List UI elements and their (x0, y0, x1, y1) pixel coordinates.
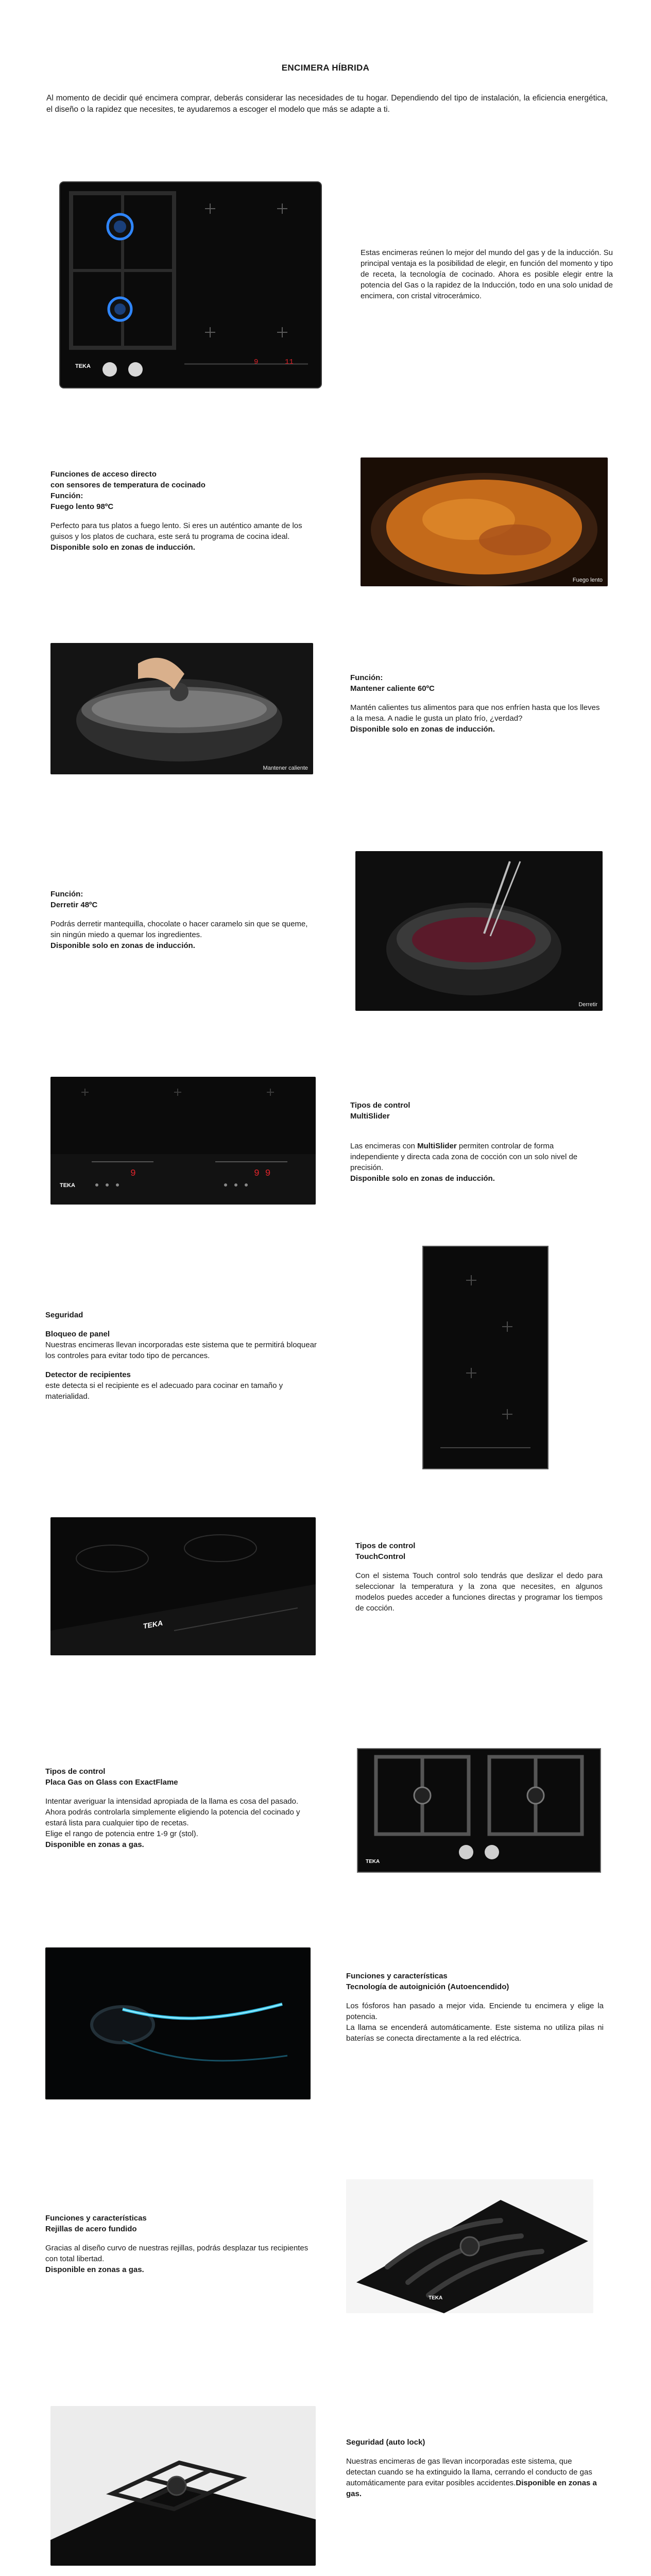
mantener-caption: Mantener caliente (263, 765, 308, 771)
mantener-heading: Función: Mantener caliente 60ºC (350, 673, 435, 693)
hybrid-display-left: 9 (254, 358, 259, 366)
touchcontrol-brand-label: TEKA (143, 1618, 163, 1631)
rejillas-image (346, 2179, 593, 2313)
intro-paragraph: Al momento de decidir qué encimera comprar, deberás considerar las necesidades de tu hogar. Dependiendo del tipo de instalación, la eficiencia energética, el diseño o la rapidez que necesites, te ayudaremos a escoger el modelo que más se adapte a ti. (46, 94, 608, 114)
multislider-brand-label: TEKA (60, 1182, 75, 1189)
exactflame-brand-label: TEKA (366, 1859, 380, 1865)
derretir-heading: Función: Derretir 48ºC (50, 890, 98, 909)
derretir-caption: Derretir (578, 1002, 597, 1008)
multislider-body-pre: Las encimeras con (350, 1142, 418, 1150)
mantener-text (350, 672, 603, 735)
fuego-lento-text (50, 469, 323, 553)
touchcontrol-heading: Tipos de control TouchControl (355, 1541, 416, 1561)
derretir-body: Podrás derretir mantequilla, chocolate o hacer caramelo sin que se queme, sin ningún miedo a quemar los ingredientes. (50, 920, 308, 939)
autolock-image (50, 2406, 316, 2566)
multislider-display-left: 9 (130, 1168, 136, 1179)
touchcontrol-image (50, 1517, 316, 1655)
hybrid-text (361, 247, 613, 301)
exactflame-text (45, 1766, 318, 1850)
autoignicion-text (346, 1971, 604, 2044)
multislider-body-strong: MultiSlider (417, 1142, 457, 1150)
seguridad-heading: Seguridad (45, 1311, 83, 1319)
autoignicion-image (45, 1947, 311, 2099)
hybrid-body: Estas encimeras reúnen lo mejor del mundo del gas y de la inducción. Su principal ventaja es la posibilidad de elegir, en función del momento y tipo de receta, la tecnología de cocinado. Ahora es posible elegir entre la potencia del Gas o la rapidez de la Inducción, todo en una solo unidad de encimera, con cristal vitrocerámico. (361, 248, 613, 300)
hybrid-brand-label: TEKA (75, 363, 91, 369)
bloqueo-body: Nuestras encimeras llevan incorporadas este sistema que te permitirá bloquear los controles para evitar todo tipo de percances. (45, 1341, 317, 1360)
rejillas-brand-label: TEKA (429, 2295, 443, 2301)
derretir-image (355, 851, 603, 1011)
multislider-display-right: 9 9 (254, 1168, 271, 1179)
multislider-heading: Tipos de control MultiSlider (350, 1101, 410, 1121)
autoignicion-heading: Funciones y características Tecnología de autoignición (Autoencendido) (346, 1972, 509, 1991)
rejillas-body: Gracias al diseño curvo de nuestras rejillas, podrás desplazar tus recipientes con total libertad. (45, 2244, 309, 2263)
derretir-text (50, 889, 318, 951)
multislider-availability: Disponible solo en zonas de inducción. (350, 1174, 495, 1183)
multislider-body-post: permiten controlar de forma independiente y directa cada zona de cocción con un solo nivel de precisión. (350, 1142, 578, 1172)
fuego-lento-image (361, 457, 608, 586)
multislider-body (350, 1130, 603, 1173)
multislider-text (350, 1100, 603, 1184)
exactflame-availability: Disponible en zonas a gas. (45, 1840, 144, 1849)
exactflame-body: Intentar averiguar la intensidad apropiada de la llama es cosa del pasado. Ahora podrás controlarla simplemente eligiendo la potencia del cocinado y estará lista para cualquier tipo de recetas. Elige el rango de potencia entre 1-9 gr (stol). (45, 1797, 300, 1838)
fuego-lento-caption: Fuego lento (572, 577, 603, 583)
autolock-text (346, 2437, 598, 2499)
exactflame-heading: Tipos de control Placa Gas on Glass con ExactFlame (45, 1767, 178, 1787)
autolock-body-text: Nuestras encimeras de gas llevan incorporadas este sistema, que detectan cuando se ha extinguido la llama, cerrando el conducto de gas automáticamente para evitar posibles accidentes. (346, 2457, 592, 2487)
exactflame-image (355, 1747, 603, 1874)
mantener-availability: Disponible solo en zonas de inducción. (350, 725, 495, 734)
detector-subheading: Detector de recipientes (45, 1370, 131, 1379)
multislider-image (50, 1077, 316, 1205)
rejillas-availability: Disponible en zonas a gas. (45, 2265, 144, 2274)
bloqueo-subheading: Bloqueo de panel (45, 1330, 110, 1338)
autoignicion-body: Los fósforos han pasado a mejor vida. Enciende tu encimera y elige la potencia. La llama se encenderá automáticamente. Este sistema no utiliza pilas ni baterías se conecta directamente a la red eléctrica. (346, 2002, 604, 2043)
fuego-lento-heading: Funciones de acceso directo con sensores de temperatura de cocinado Función: Fuego lento 98ºC (50, 470, 205, 511)
touchcontrol-body: Con el sistema Touch control solo tendrás que deslizar el dedo para seleccionar la temperatura y la zona que necesites, en algunos modelos puedes acceder a funciones directas y programar los tiempos de cocción. (355, 1571, 603, 1613)
mantener-body: Mantén calientes tus alimentos para que nos enfríen hasta que los lleves a la mesa. A nadie le gusta un plato frío, ¿verdad? (350, 703, 600, 723)
rejillas-text (45, 2213, 316, 2275)
fuego-lento-availability: Disponible solo en zonas de inducción. (50, 543, 195, 552)
derretir-availability: Disponible solo en zonas de inducción. (50, 941, 195, 950)
fuego-lento-body: Perfecto para tus platos a fuego lento. Si eres un auténtico amante de los guisos y los platos de cuchara, este será tu programa de cocina ideal. (50, 521, 302, 541)
autolock-heading: Seguridad (auto lock) (346, 2438, 425, 2447)
hybrid-display-right: 11 (285, 358, 294, 366)
rejillas-heading: Funciones y características Rejillas de acero fundido (45, 2214, 147, 2233)
seguridad-image (420, 1244, 551, 1471)
detector-body: este detecta si el recipiente es el adecuado para cocinar en tamaño y materialidad. (45, 1381, 283, 1401)
seguridad-text (45, 1310, 318, 1402)
mantener-image (50, 643, 313, 774)
page-title: ENCIMERA HÍBRIDA (281, 63, 370, 73)
touchcontrol-text (355, 1540, 603, 1614)
autolock-body (346, 2456, 598, 2499)
autolock-availability: Disponible en zonas a gas. (346, 2479, 597, 2498)
hybrid-hob-image (50, 178, 329, 393)
